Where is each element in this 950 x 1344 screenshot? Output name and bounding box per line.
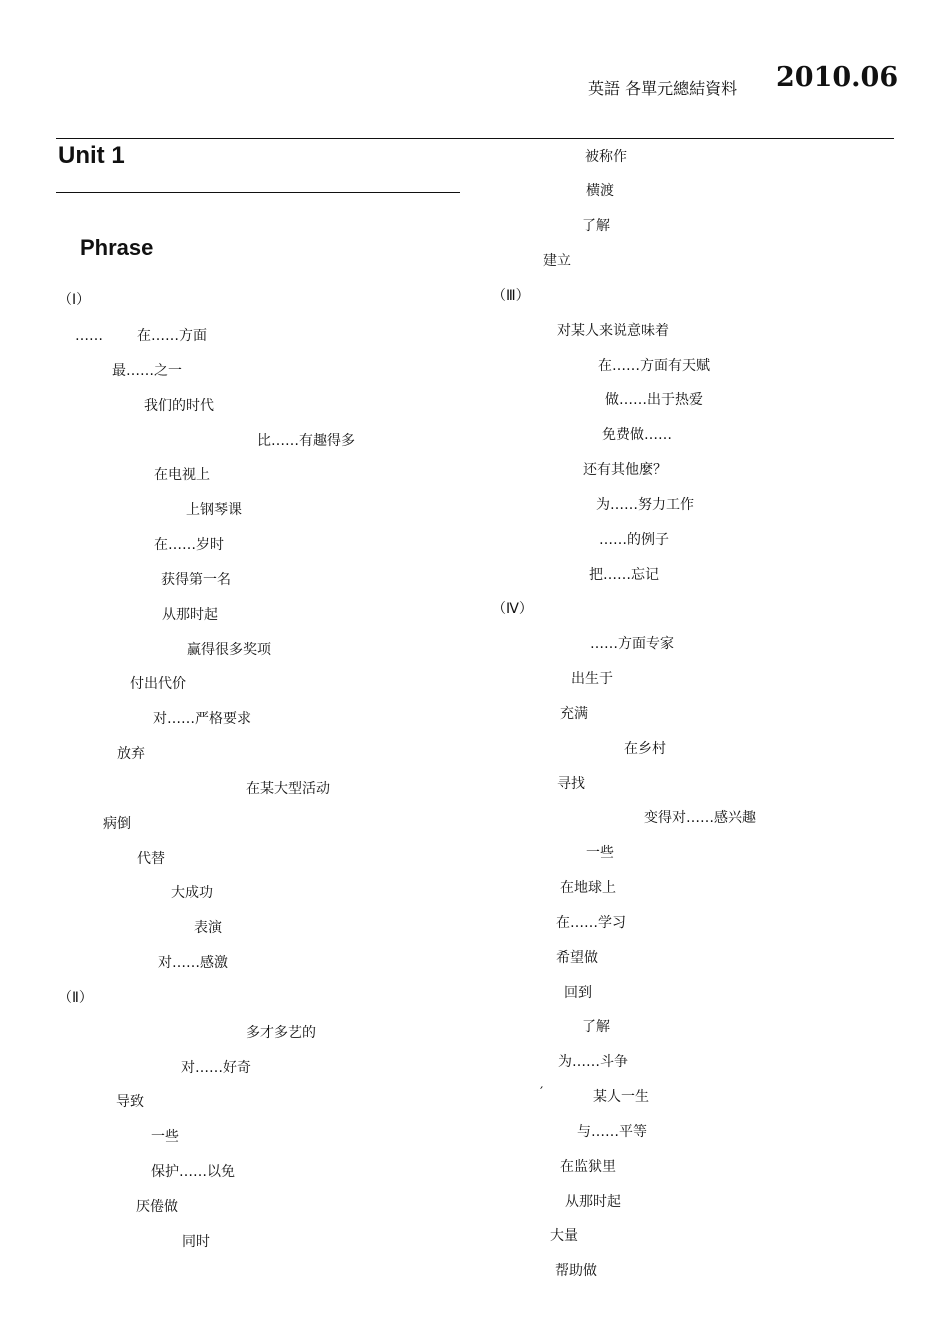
list-item: 最……之一 xyxy=(112,363,182,379)
list-item: 变得对……感兴趣 xyxy=(644,810,756,826)
list-item: 还有其他麼？ xyxy=(583,462,667,478)
list-item: 了解 xyxy=(582,1019,610,1035)
list-item: 充满 xyxy=(560,706,588,722)
list-item: 在……学习 xyxy=(556,915,626,931)
list-item: 我们的时代 xyxy=(144,398,214,414)
list-item: 被称作 xyxy=(585,149,627,165)
list-item: 病倒 xyxy=(103,816,131,832)
list-item: 在乡村 xyxy=(624,741,666,757)
list-item: 某人一生 xyxy=(593,1089,649,1105)
list-item: 比……有趣得多 xyxy=(257,433,355,449)
list-item: 横渡 xyxy=(586,183,614,199)
list-item: 为……努力工作 xyxy=(596,497,694,513)
list-item: 对……感激 xyxy=(158,955,228,971)
list-item: 把……忘记 xyxy=(589,567,659,583)
section-title: Phrase xyxy=(80,235,154,260)
list-item: 建立 xyxy=(543,253,571,269)
section-marker-1: （Ⅰ） xyxy=(58,292,91,308)
section-marker-2: （Ⅱ） xyxy=(58,990,93,1006)
list-item: ……的例子 xyxy=(599,532,669,548)
list-item: ……方面专家 xyxy=(590,636,674,652)
list-item: 在地球上 xyxy=(560,880,616,896)
list-item: 一些 xyxy=(151,1129,179,1145)
list-item: 上钢琴课 xyxy=(186,502,242,518)
list-item: 在……岁时 xyxy=(154,537,224,553)
list-item: 对……好奇 xyxy=(181,1060,251,1076)
list-item: 与……平等 xyxy=(577,1124,647,1140)
list-item: 在……方面 xyxy=(137,328,207,344)
list-item: 放弃 xyxy=(117,746,145,762)
list-item: 在……方面有天赋 xyxy=(598,358,710,374)
list-item: 在电视上 xyxy=(154,467,210,483)
unit-rule xyxy=(56,192,460,193)
list-item: 在监狱里 xyxy=(560,1159,616,1175)
list-item: 为……斗争 xyxy=(558,1054,628,1070)
list-item: …… xyxy=(75,328,103,344)
list-item: 大量 xyxy=(550,1228,578,1244)
apostrophe-mark: ′ xyxy=(540,1085,544,1101)
list-item: 在某大型活动 xyxy=(246,781,330,797)
section-marker-4: （Ⅳ） xyxy=(492,601,533,617)
list-item: 大成功 xyxy=(171,885,213,901)
section-marker-3: （Ⅲ） xyxy=(492,288,530,304)
list-item: 希望做 xyxy=(556,950,598,966)
list-item: 出生于 xyxy=(571,671,613,687)
unit-title: Unit 1 xyxy=(58,142,125,169)
list-item: 获得第一名 xyxy=(161,572,231,588)
list-item: 同时 xyxy=(182,1234,210,1250)
list-item: 对某人来说意味着 xyxy=(557,323,669,339)
header-rule xyxy=(56,138,894,139)
list-item: 代替 xyxy=(137,851,165,867)
list-item: 从那时起 xyxy=(565,1194,621,1210)
document-date: 2010.06 xyxy=(776,62,899,93)
list-item: 免费做…… xyxy=(602,427,672,443)
list-item: 付出代价 xyxy=(130,676,186,692)
list-item: 回到 xyxy=(564,985,592,1001)
document-subject: 英語 各單元總結資料 xyxy=(588,79,738,98)
list-item: 导致 xyxy=(116,1094,144,1110)
list-item: 厌倦做 xyxy=(136,1199,178,1215)
list-item: 赢得很多奖项 xyxy=(187,642,271,658)
list-item: 了解 xyxy=(582,218,610,234)
list-item: 从那时起 xyxy=(162,607,218,623)
list-item: 一些 xyxy=(586,845,614,861)
list-item: 帮助做 xyxy=(555,1263,597,1279)
list-item: 保护……以免 xyxy=(151,1164,235,1180)
list-item: 对……严格要求 xyxy=(153,711,251,727)
list-item: 表演 xyxy=(194,920,222,936)
list-item: 寻找 xyxy=(557,776,585,792)
list-item: 多才多艺的 xyxy=(246,1025,316,1041)
list-item: 做……出于热爱 xyxy=(605,392,703,408)
